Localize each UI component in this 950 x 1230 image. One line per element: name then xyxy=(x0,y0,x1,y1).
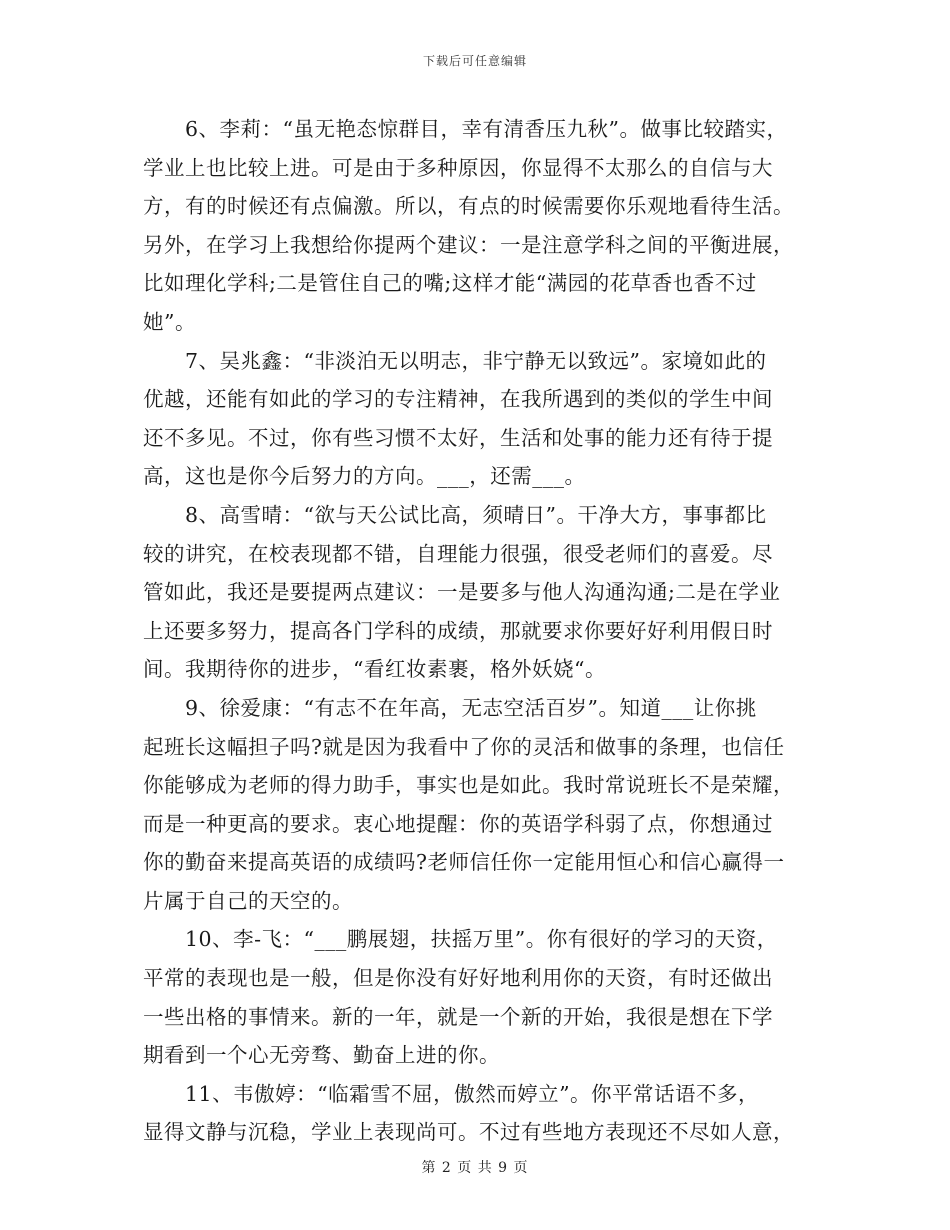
text-line: 间。我期待你的进步，“看红妆素裹，格外妖娆“。 xyxy=(143,657,606,682)
text-line: 平常的表现也是一般，但是你没有好好地利用你的天资，有时还做出 xyxy=(143,966,773,991)
paragraph-11 xyxy=(143,1075,808,1152)
text-line: 期看到一个心无旁骛、勤奋上进的你。 xyxy=(143,1043,500,1068)
text-line: 你的勤奋来提高英语的成绩吗?老师信任你一定能用恒心和信心赢得一 xyxy=(143,850,785,875)
text-line: 11、韦傲婷：“临霜雪不屈，傲然而婷立”。你平常话语不多， xyxy=(185,1081,760,1106)
text-line: 10、李-飞：“___鹏展翅，扶摇万里”。你有很好的学习的天资， xyxy=(185,927,778,952)
text-line: 你能够成为老师的得力助手，事实也是如此。我时常说班长不是荣耀， xyxy=(143,773,794,798)
paragraph-7 xyxy=(143,342,808,496)
text-line: 学业上也比较上进。可是由于多种原因，你显得不太那么的自信与大 xyxy=(143,155,773,180)
text-line: 一些出格的事情来。新的一年，就是一个新的开始，我很是想在下学 xyxy=(143,1004,773,1029)
text-line: 显得文静与沉稳，学业上表现尚可。不过有些地方表现还不尽如人意， xyxy=(143,1120,794,1145)
text-line: 管如此，我还是要提两点建议：一是要多与他人沟通沟通;二是在学业 xyxy=(143,580,781,605)
text-line: 她”。 xyxy=(143,309,196,334)
text-line: 7、吴兆鑫：“非淡泊无以明志，非宁静无以致远”。家境如此的 xyxy=(185,348,767,373)
text-line: 9、徐爱康：“有志不在年高，无志空活百岁”。知道___让你挑 xyxy=(185,695,757,720)
page-number: 第 2 页 共 9 页 xyxy=(421,1160,529,1176)
text-line: 6、李莉：“虽无艳态惊群目，幸有清香压九秋”。做事比较踏实， xyxy=(185,117,788,141)
text-line: 片属于自己的天空的。 xyxy=(143,888,353,913)
text-line: 方，有的时候还有点偏激。所以，有点的时候需要你乐观地看待生活。 xyxy=(143,194,794,219)
text-line: 另外，在学习上我想给你提两个建议：一是注意学科之间的平衡进展， xyxy=(143,232,794,257)
paragraph-9 xyxy=(143,689,808,921)
text-line: 还不多见。不过，你有些习惯不太好，生活和处事的能力还有待于提 xyxy=(143,425,773,450)
document-body xyxy=(143,110,808,1152)
text-line: 8、高雪晴：“欲与天公试比高，须晴日”。干净大方，事事都比 xyxy=(185,502,767,527)
text-line: 较的讲究，在校表现都不错，自理能力很强，很受老师们的喜爱。尽 xyxy=(143,541,773,566)
text-line: 而是一种更高的要求。衷心地提醒：你的英语学科弱了点，你想通过 xyxy=(143,811,773,836)
text-line: 高，这也是你今后努力的方向。___，还需___。 xyxy=(143,464,586,489)
text-line: 起班长这幅担子吗?就是因为我看中了你的灵活和做事的条理，也信任 xyxy=(143,734,785,759)
text-line: 优越，还能有如此的学习的专注精神，在我所遇到的类似的学生中间 xyxy=(143,387,773,412)
paragraph-8 xyxy=(143,496,808,689)
paragraph-10 xyxy=(143,920,808,1074)
header-note: 下载后可任意编辑 xyxy=(422,54,527,68)
text-line: 上还要多努力，提高各门学科的成绩，那就要求你要好好利用假日时 xyxy=(143,618,773,643)
text-line: 比如理化学科;二是管住自己的嘴;这样才能“满园的花草香也香不过 xyxy=(143,271,757,296)
paragraph-6 xyxy=(143,110,808,342)
